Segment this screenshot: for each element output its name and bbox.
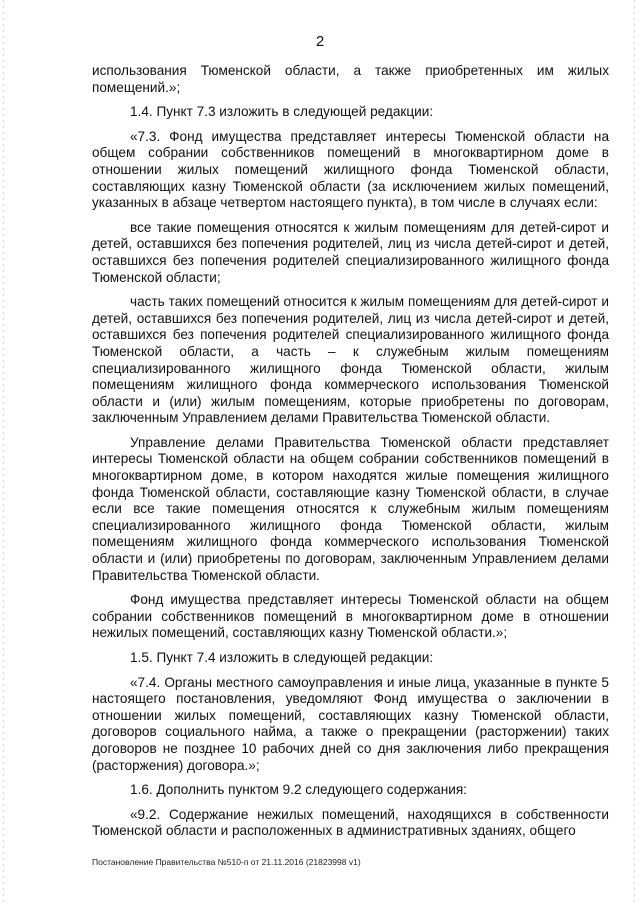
scan-edge-right	[634, 0, 635, 905]
document-footer: Постановление Правительства №510-п от 21.11.2016 (21823998 v1)	[92, 857, 361, 867]
document-body	[92, 63, 609, 848]
paragraph-item-1-5: 1.5. Пункт 7.4 изложить в следующей редакции:	[130, 650, 434, 665]
paragraph-continuation: использования Тюменской области, а также приобретенных им жилых помещений.»;	[92, 63, 609, 95]
paragraph-clause-7-3: «7.3. Фонд имущества представляет интересы Тюменской области на общем собрании собственников помещений в многоквартирном доме в отношении жилых помещений жилищного фонда Тюменской области, составляющих казну Тюменской области (за исключением жилых помещений, указанных в абзаце четвертом настоящего пункта), в том числе в случаях если:	[92, 128, 609, 211]
page-number: 2	[315, 33, 325, 50]
paragraph-item-1-6: 1.6. Дополнить пунктом 9.2 следующего содержания:	[130, 782, 467, 798]
scan-edge-left	[3, 0, 4, 905]
paragraph-case-all-premises: все такие помещения относятся к жилым помещениям для детей-сирот и детей, оставшихся без попечения родителей, лиц из числа детей-сирот и детей, оставшихся без попечения родителей специализированного жилищного фонда Тюменской области;	[92, 219, 609, 285]
paragraph-administration: Управление делами Правительства Тюменской области представляет интересы Тюменской области на общем собрании собственников помещений в многоквартирном доме, в котором находятся жилые помещения жилищного фонда Тюменской области, составляющие казну Тюменской области, в случае если все такие помещения относятся к служебным жилым помещениям специализированного жилищного фонда Тюменской области, жилым помещениям жилищного фонда коммерческого использования Тюменской области и (или) приобретены по договорам, заключенным Управлением делами Правительства Тюменской области.	[92, 434, 609, 583]
paragraph-clause-7-4: «7.4. Органы местного самоуправления и иные лица, указанные в пункте 5 настоящего постановления, уведомляют Фонд имущества о заключении в отношении жилых помещений, составляющих казну Тюменской области, договоров социального найма, а также о прекращении (расторжении) таких договоров не позднее 10 рабочих дней со дня заключения либо прекращения (расторжения) договора.»;	[92, 674, 609, 773]
paragraph-item-1-4: 1.4. Пункт 7.3 изложить в следующей редакции:	[130, 104, 434, 120]
paragraph-property-fund: Фонд имущества представляет интересы Тюменской области на общем собрании собственников помещений в многоквартирном доме в отношении нежилых помещений, составляющих казну Тюменской области.»;	[92, 592, 609, 641]
paragraph-clause-9-2: «9.2. Содержание нежилых помещений, находящихся в собственности Тюменской области и расположенных в административных зданиях, общего	[92, 806, 609, 839]
paragraph-case-part-premises: часть таких помещений относится к жилым помещениям для детей-сирот и детей, оставшихся без попечения родителей, лиц из числа детей-сирот и детей, оставшихся без попечения родителей специализированного жилищного фонда Тюменской области, а часть – к служебным жилым помещениям специализированного жилищного фонда Тюменской области, жилым помещениям жилищного фонда коммерческого использования Тюменской области и (или) жилым помещениям, которые приобретены по договорам, заключенным Управлением делами Правительства Тюменской области.	[92, 294, 609, 426]
